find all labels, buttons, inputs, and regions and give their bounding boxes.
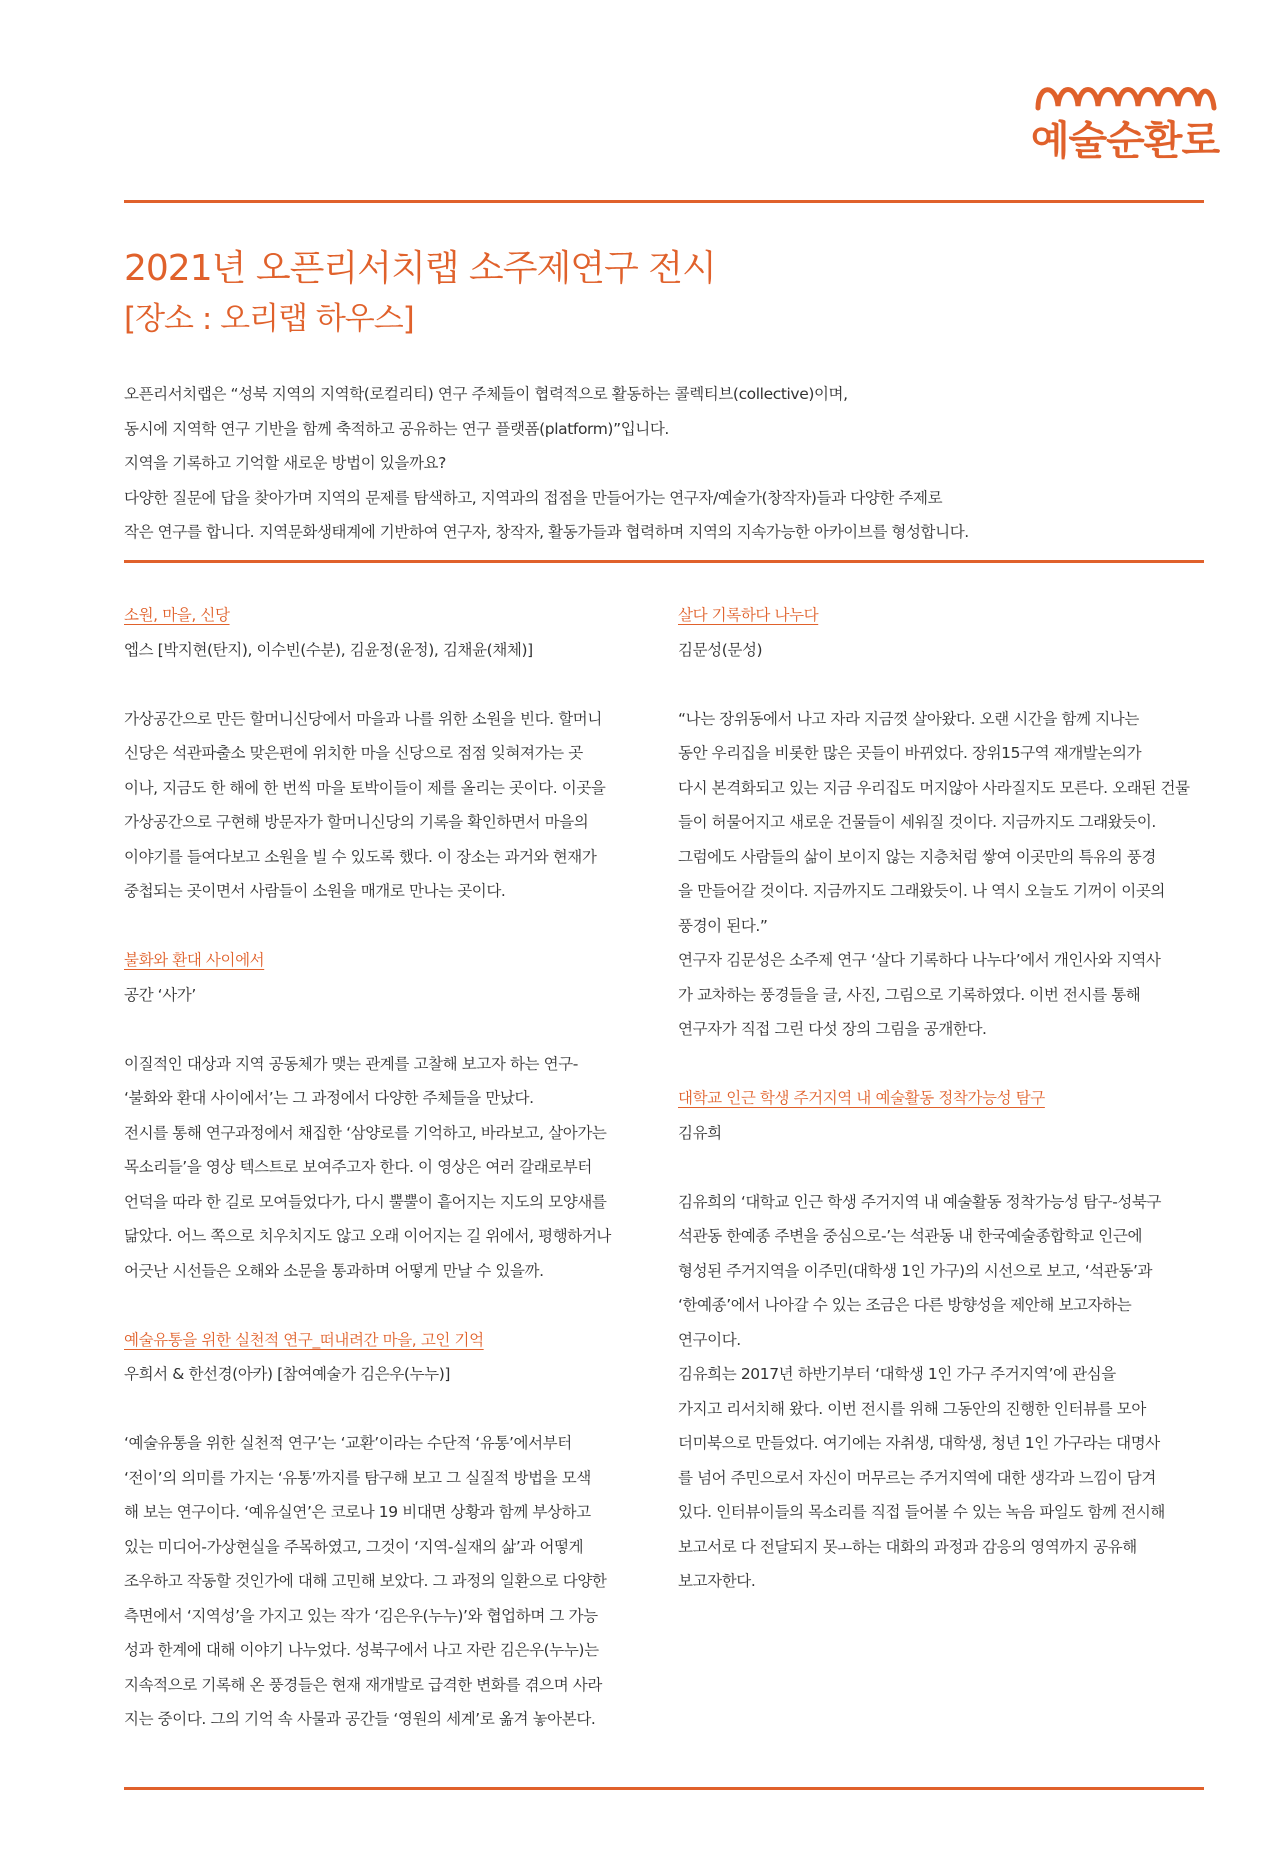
- section-body-line: 보고자한다.: [678, 1572, 756, 1590]
- section-body-line: 언덕을 따라 한 길로 모여들었다가, 다시 뿔뿔이 흩어지는 지도의 모양새를: [124, 1192, 607, 1211]
- intro-paragraph: [124, 377, 1204, 550]
- section-gap: [124, 1012, 649, 1047]
- section-body-line: 목소리들’을 영상 텍스트로 보여주고자 한다. 이 영상은 여러 갈래로부터: [124, 1158, 592, 1176]
- section-body-line: ‘예술유통을 위한 실천적 연구’는 ‘교환’이라는 수단적 ‘유통’에서부터: [124, 1434, 572, 1452]
- section-body-line: 을 만들어갈 것이다. 지금까지도 그래왔듯이. 나 역시 오늘도 기꺼이 이곳의: [678, 882, 1165, 900]
- section-body-line: 이나, 지금도 한 해에 한 번씩 마을 토박이들이 제를 올리는 곳이다. 이곳을: [124, 778, 606, 797]
- section-body-line: 가지고 리서치해 왔다. 이번 전시를 위해 그동안의 진행한 인터뷰를 모아: [678, 1399, 1146, 1418]
- section-body-line: 그럼에도 사람들의 삶이 보이지 않는 지층처럼 쌓여 이곳만의 특유의 풍경: [678, 847, 1156, 866]
- section-title: 소원, 마을, 신당: [124, 606, 230, 624]
- section-body-line: 있는 미디어-가상현실을 주목하였고, 그것이 ‘지역-실재의 삶’과 어떻게: [124, 1537, 584, 1556]
- section-body-line: 연구자 김문성은 소주제 연구 ‘살다 기록하다 나누다’에서 개인사와 지역사: [678, 951, 1161, 969]
- section-body-line: 풍경이 된다.”: [678, 916, 768, 935]
- section-gap: [678, 1047, 1203, 1082]
- section-body-line: 성과 한계에 대해 이야기 나누었다. 성북구에서 나고 자란 김은우(누누)는: [124, 1641, 599, 1659]
- intro-line: 다양한 질문에 답을 찾아가며 지역의 문제를 탐색하고, 지역과의 접점을 만들어가는 연구자/예술가(창작자)들과 다양한 주제로: [124, 488, 943, 507]
- section-body-line: 있다. 인터뷰이들의 목소리를 직접 들어볼 수 있는 녹음 파일도 함께 전시해: [678, 1503, 1165, 1521]
- section-body-line: ‘전이’의 의미를 가지는 ‘유통’까지를 탐구해 보고 그 실질적 방법을 모색: [124, 1468, 591, 1487]
- section-body-line: 지속적으로 기록해 온 풍경들은 현재 재개발로 급격한 변화를 겪으며 사라: [124, 1675, 602, 1694]
- section-author: 김문성(문성): [678, 640, 763, 659]
- section-body-line: 김유희는 2017년 하반기부터 ‘대학생 1인 가구 주거지역’에 관심을: [678, 1365, 1116, 1383]
- section-body-line: 더미북으로 만들었다. 여기에는 자취생, 대학생, 청년 1인 가구라는 대명사: [678, 1434, 1160, 1452]
- section-body-line: 가 교차하는 풍경들을 글, 사진, 그림으로 기록하였다. 이번 전시를 통해: [678, 985, 1141, 1004]
- section-title: 대학교 인근 학생 주거지역 내 예술활동 정착가능성 탐구: [678, 1089, 1045, 1107]
- section-body-line: 전시를 통해 연구과정에서 채집한 ‘삼양로를 기억하고, 바라보고, 살아가는: [124, 1123, 607, 1142]
- section-body-line: 동안 우리집을 비롯한 많은 곳들이 바뀌었다. 장위15구역 재개발논의가: [678, 744, 1142, 762]
- intro-line: 지역을 기록하고 기억할 새로운 방법이 있을까요?: [124, 454, 446, 472]
- middle-divider: [124, 560, 1204, 563]
- section-body-line: 김유희의 ‘대학교 인근 학생 주거지역 내 예술활동 정착가능성 탐구-성북구: [678, 1192, 1162, 1211]
- bottom-divider: [124, 1787, 1204, 1790]
- section-body-line: 연구이다.: [678, 1330, 741, 1349]
- section-author: 엡스 [박지현(탄지), 이수빈(수분), 김윤정(윤정), 김채윤(채체)]: [124, 640, 533, 659]
- left-column: [124, 598, 649, 1737]
- section-author: 김유희: [678, 1123, 722, 1142]
- logo: [1030, 78, 1220, 168]
- section-body-line: 해 보는 연구이다. ‘예유실연’은 코로나 19 비대면 상황과 함께 부상하고: [124, 1503, 591, 1521]
- section-author: 공간 ‘사가’: [124, 985, 196, 1004]
- section-gap: [124, 1288, 649, 1323]
- intro-line: 작은 연구를 합니다. 지역문화생태계에 기반하여 연구자, 창작자, 활동가들과 협력하며 지역의 지속가능한 아카이브를 형성합니다.: [124, 523, 969, 541]
- section-body-line: 이야기를 들여다보고 소원을 빌 수 있도록 했다. 이 장소는 과거와 현재가: [124, 847, 597, 866]
- section-body-line: 중첩되는 곳이면서 사람들이 소원을 매개로 만나는 곳이다.: [124, 882, 506, 900]
- section-body-line: 가상공간으로 구현해 방문자가 할머니신당의 기록을 확인하면서 마을의: [124, 813, 589, 831]
- section-body-line: 를 넘어 주민으로서 자신이 머무르는 주거지역에 대한 생각과 느낌이 담겨: [678, 1468, 1156, 1487]
- section-gap: [678, 1150, 1203, 1185]
- wave-icon: [1030, 78, 1220, 118]
- section-body-line: 가상공간으로 만든 할머니신당에서 마을과 나를 위한 소원을 빈다. 할머니: [124, 709, 602, 728]
- section-gap: [124, 667, 649, 702]
- section-body-line: 보고서로 다 전달되지 못ㅗ하는 대화의 과정과 감응의 영역까지 공유해: [678, 1537, 1137, 1556]
- section-body-line: ‘불화와 환대 사이에서’는 그 과정에서 다양한 주체들을 만났다.: [124, 1089, 534, 1107]
- intro-line: 동시에 지역학 연구 기반을 함께 축적하고 공유하는 연구 플랫폼(platform)”입니다.: [124, 419, 669, 438]
- page-subtitle: [장소 : 오리랩 하우스]: [124, 301, 414, 337]
- section-body-line: 연구자가 직접 그린 다섯 장의 그림을 공개한다.: [678, 1020, 987, 1038]
- right-column: [678, 598, 1203, 1599]
- section-title: 불화와 환대 사이에서: [124, 951, 265, 969]
- section-body-line: 어긋난 시선들은 오해와 소문을 통과하며 어떻게 만날 수 있을까.: [124, 1261, 544, 1280]
- section-body-line: 측면에서 ‘지역성’을 가지고 있는 작가 ‘김은우(누누)’와 협업하며 그 가능: [124, 1606, 598, 1625]
- section-body-line: 이질적인 대상과 지역 공동체가 맺는 관계를 고찰해 보고자 하는 연구-: [124, 1054, 578, 1073]
- section-body-line: 신당은 석관파출소 맞은편에 위치한 마을 신당으로 점점 잊혀져가는 곳: [124, 744, 583, 762]
- section-author: 우희서 & 한선경(아카) [참여예술가 김은우(누누)]: [124, 1365, 450, 1383]
- intro-line: 오픈리서치랩은 “성북 지역의 지역학(로컬리티) 연구 주체들이 협력적으로 활동하는 콜렉티브(collective)이며,: [124, 385, 848, 403]
- section-body-line: 형성된 주거지역을 이주민(대학생 1인 가구)의 시선으로 보고, ‘석관동’과: [678, 1261, 1153, 1280]
- section-title: 살다 기록하다 나누다: [678, 606, 819, 624]
- section-body-line: 닮았다. 어느 쪽으로 치우치지도 않고 오래 이어지는 길 위에서, 평행하거나: [124, 1227, 611, 1245]
- section-body-line: 다시 본격화되고 있는 지금 우리집도 머지않아 사라질지도 모른다. 오래된 건물: [678, 778, 1190, 797]
- logo-text: 예술순환로: [1030, 118, 1220, 164]
- page-title: 2021년 오픈리서치랩 소주제연구 전시: [124, 248, 716, 289]
- section-body-line: “나는 장위동에서 나고 자라 지금껏 살아왔다. 오랜 시간을 함께 지나는: [678, 709, 1139, 728]
- section-gap: [678, 667, 1203, 702]
- section-body-line: 들이 허물어지고 새로운 건물들이 세워질 것이다. 지금까지도 그래왔듯이.: [678, 813, 1156, 831]
- top-divider: [124, 200, 1204, 203]
- section-body-line: 석관동 한예종 주변을 중심으로-’는 석관동 내 한국예술종합학교 인근에: [678, 1227, 1143, 1245]
- section-title: 예술유통을 위한 실천적 연구_떠내려간 마을, 고인 기억: [124, 1330, 484, 1349]
- section-gap: [124, 909, 649, 944]
- section-body-line: ‘한예종’에서 나아갈 수 있는 조금은 다른 방향성을 제안해 보고자하는: [678, 1296, 1132, 1314]
- section-gap: [124, 1392, 649, 1427]
- section-body-line: 지는 중이다. 그의 기억 속 사물과 공간들 ‘영원의 세계’로 옮겨 놓아본다.: [124, 1710, 596, 1728]
- section-body-line: 조우하고 작동할 것인가에 대해 고민해 보았다. 그 과정의 일환으로 다양한: [124, 1572, 607, 1590]
